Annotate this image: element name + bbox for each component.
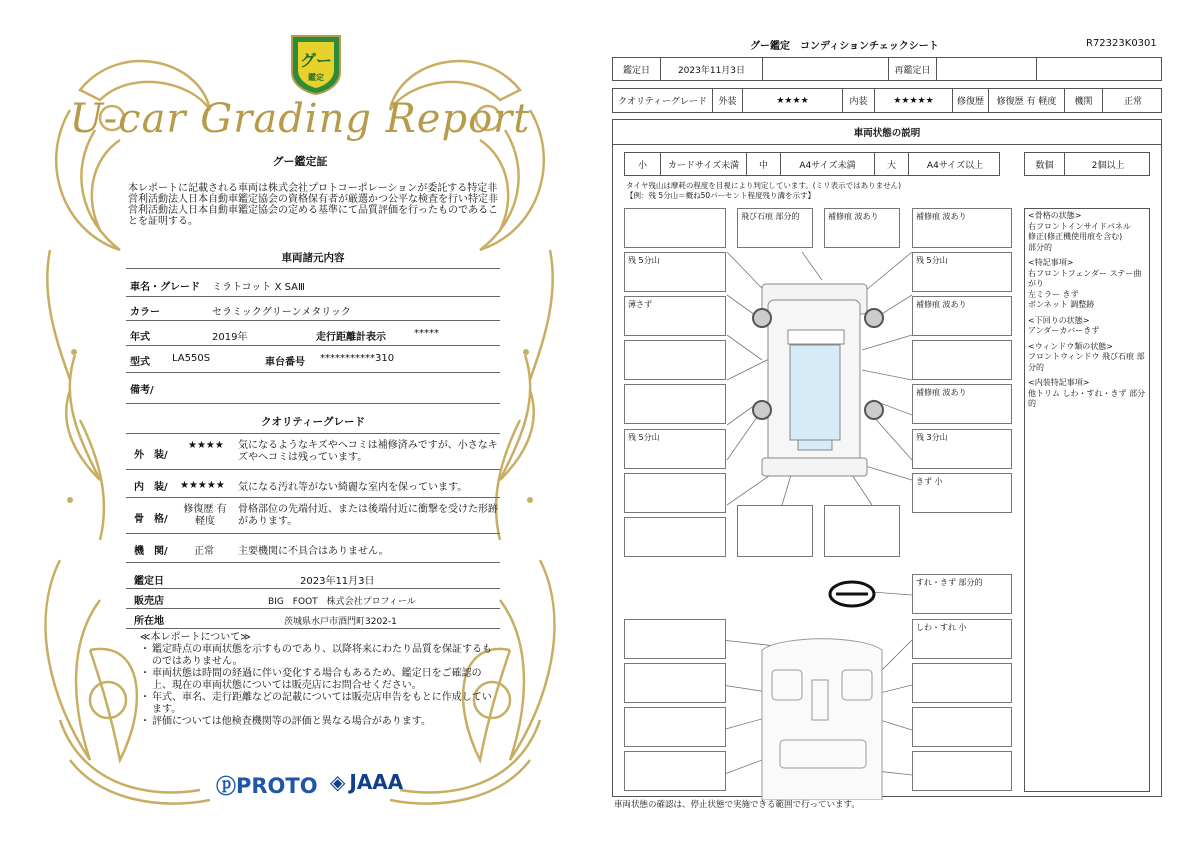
interior-desc: 気になる汚れ等がない綺麗な室内を保っています。 <box>238 482 468 493</box>
divider <box>126 320 500 321</box>
ext-value: ★★★★ <box>743 89 843 112</box>
damage-box <box>624 751 726 791</box>
exterior-label: 外 装/ <box>134 450 168 461</box>
size-large-desc: A4サイズ以上 <box>926 160 984 171</box>
damage-box <box>737 505 813 557</box>
frame-label: 骨 格/ <box>134 514 168 525</box>
address-label: 所在地 <box>134 616 164 627</box>
exterior-grade: ★★★★ <box>188 440 224 451</box>
note-line: 左ミラー きず <box>1028 289 1079 299</box>
date-label: 鑑定日 <box>613 58 661 80</box>
damage-box <box>624 517 726 557</box>
damage-box <box>624 252 726 292</box>
damage-box <box>624 340 726 380</box>
color-label: カラー <box>130 307 160 318</box>
reappraisal-label: 再鑑定日 <box>889 58 937 80</box>
exterior-desc: 気になるようなキズやヘコミは補修済みですが、小さなキズやヘコミは残っています。 <box>238 440 498 463</box>
size-small: 小 <box>625 153 661 175</box>
note-line: アンダーカバーきず <box>1028 326 1100 335</box>
int-label: 内装 <box>843 89 875 112</box>
damage-box <box>737 208 813 248</box>
divider <box>126 628 500 629</box>
frame-desc: 骨格部位の先端付近、または後端付近に衝撃を受けた形跡があります。 <box>238 504 498 527</box>
damage-box <box>624 296 726 336</box>
color-value: セラミックグリーンメタリック <box>212 307 351 318</box>
size-large: 大 <box>875 153 909 175</box>
divider <box>126 372 500 373</box>
sheet-title: グー鑑定 コンディションチェックシート <box>750 41 939 52</box>
damage-text: 補修痕 波あり <box>828 212 879 221</box>
engine-value: 正常 <box>1123 97 1142 107</box>
damage-text: しわ・すれ 小 <box>916 623 967 632</box>
damage-box <box>912 663 1012 703</box>
damage-text: 補修痕 波あり <box>916 212 967 221</box>
int-value: ★★★★★ <box>875 89 953 112</box>
damage-box <box>912 574 1012 614</box>
damage-box <box>624 707 726 747</box>
interior-label: 内 装/ <box>134 482 168 493</box>
grade-row <box>612 88 1162 113</box>
damage-text: 薄さず <box>628 300 652 309</box>
year-label: 年式 <box>130 332 150 343</box>
repair-label: 修復歴 <box>953 89 989 112</box>
size-legend <box>624 152 1000 176</box>
reappraisal-value <box>937 58 1037 80</box>
condition-title: 車両状態の説明 <box>613 120 1161 145</box>
divider <box>126 296 500 297</box>
count-label: 数個 <box>1025 153 1065 175</box>
date-row <box>612 57 1162 81</box>
damage-box <box>912 751 1012 791</box>
divider <box>126 562 500 563</box>
damage-box <box>624 619 726 659</box>
note-line: 他トリム しわ・すれ・きず 部分的 <box>1028 388 1146 408</box>
remarks-label: 備考/ <box>130 385 154 396</box>
engine-desc: 主要機関に不具合はありません。 <box>238 546 389 557</box>
divider <box>126 608 500 609</box>
name-value: ミラトコット X SAⅢ <box>212 282 305 293</box>
note-line: 部分的 <box>1028 242 1052 252</box>
certificate-title: グー鑑定証 <box>272 155 328 168</box>
date-value: 2023年11月3日 <box>661 58 763 80</box>
divider <box>126 403 500 404</box>
chassis-label: 車台番号 <box>265 357 305 368</box>
damage-box <box>912 619 1012 659</box>
grade-label: クオリティーグレード <box>613 89 713 112</box>
damage-text: すれ・きず 部分的 <box>916 578 983 587</box>
note-line: 修正(修正機使用痕を含む) <box>1028 232 1123 241</box>
tire-note: タイヤ残山は摩耗の程度を目視により判定しています。(ミリ表示ではありません) <box>626 181 902 190</box>
proto-logo: ⓟPROTO <box>216 774 318 798</box>
damage-box <box>912 296 1012 336</box>
damage-box <box>824 208 900 248</box>
sheet-code: R72323K0301 <box>1086 38 1157 49</box>
tire-example: 【例：残 5分山＝概ね50パーセント程度残り溝を示す】 <box>626 191 816 200</box>
damage-box <box>912 252 1012 292</box>
shop-label: 販売店 <box>134 596 164 607</box>
frame-grade: 修復歴 有 軽度 <box>183 504 227 527</box>
divider <box>126 533 500 534</box>
special-notes <box>1028 211 1148 410</box>
notes-title: ≪本レポートについて≫ <box>140 632 251 643</box>
count-desc: 2個以上 <box>1091 160 1125 171</box>
damage-box <box>624 663 726 703</box>
damage-text: 補修痕 波あり <box>916 300 967 309</box>
note-line: <ウィンドウ類の状態> <box>1028 341 1113 351</box>
report-notes: ≪本レポートについて≫ ・ 鑑定時点の車両状態を示すものであり、以降将来にわたり品質を保証するものではありません。 ・ 車両状態は時間の経過に伴い変化する場合もあるため、鑑定日をご確認の上、現在の車両状態については販売店にお問合せください。 ・ 年式、車名、走行距離などの記載については販売店申告をもとに作成しています。 ・ 評価については他検査機関等の評価と異なる場合があります。 <box>140 632 500 728</box>
note-line: <下回りの状態> <box>1028 315 1090 325</box>
ext-label: 外装 <box>713 89 743 112</box>
shop-value: BIG FOOT 株式会社プロフィール <box>268 597 416 607</box>
engine-grade: 正常 <box>194 546 214 557</box>
count-legend <box>1024 152 1150 176</box>
model-label: 型式 <box>130 357 150 368</box>
sheet-footer: 車両状態の確認は、停止状態で実施できる範囲で行っています。 <box>614 800 860 810</box>
damage-box <box>624 208 726 248</box>
note-line: フロントウィンドウ 飛び石痕 部分的 <box>1028 352 1145 372</box>
report-title: U-car Grading Report <box>69 96 531 142</box>
note-line: 右フロントフェンダー ステー曲がり <box>1028 268 1142 288</box>
damage-box <box>824 505 900 557</box>
divider <box>126 588 500 589</box>
divider <box>126 268 500 269</box>
chassis-value: ***********310 <box>320 353 395 364</box>
damage-box <box>624 429 726 469</box>
address-value: 茨城県水戸市酒門町3202-1 <box>284 617 397 627</box>
note-line: <内装特記事項> <box>1028 378 1090 387</box>
size-mid-desc: A4サイズ未満 <box>781 153 875 175</box>
appraisal-date-label: 鑑定日 <box>134 576 164 587</box>
damage-box <box>912 340 1012 380</box>
condition-check-sheet <box>600 0 1200 848</box>
divider <box>126 433 500 434</box>
damage-text: 残 5分山 <box>628 433 660 442</box>
interior-grade: ★★★★★ <box>180 480 225 491</box>
note-line: 右フロントインサイドパネル <box>1028 221 1131 231</box>
note-item: 鑑定時点の車両状態を示すものであり、以降将来にわたり品質を保証するものではありません。 <box>152 644 492 667</box>
goo-kantei-badge <box>288 32 344 96</box>
size-mid: 中 <box>747 153 781 175</box>
model-value: LA550S <box>172 353 211 364</box>
year-value: 2019年 <box>212 332 248 343</box>
damage-box <box>912 707 1012 747</box>
mileage-value: ***** <box>414 328 439 339</box>
note-item: 年式、車名、走行距離などの記載については販売店申告をもとに作成しています。 <box>152 692 492 715</box>
damage-text: 残 5分山 <box>628 256 660 265</box>
engine-label: 機関 <box>1065 89 1103 112</box>
engine-label: 機 関/ <box>134 546 168 557</box>
note-line: <骨格の状態> <box>1028 211 1082 220</box>
divider <box>126 497 500 498</box>
special-notes-box <box>1024 208 1150 792</box>
damage-box <box>912 473 1012 513</box>
damage-box <box>624 384 726 424</box>
damage-text: 補修痕 波あり <box>916 388 967 397</box>
svg-text:鑑定: 鑑定 <box>308 73 324 82</box>
divider <box>126 469 500 470</box>
note-line: ボンネット 調整跡 <box>1028 300 1095 309</box>
note-item: 車両状態は時間の経過に伴い変化する場合もあるため、鑑定日をご確認の上、現在の車両状態については販売店にお問合せください。 <box>152 668 482 691</box>
svg-text:グー: グー <box>299 51 333 70</box>
proto-logo-text: PROTO <box>236 774 318 798</box>
divider <box>126 345 500 346</box>
damage-box <box>912 208 1012 248</box>
damage-text: 残 3分山 <box>916 433 948 442</box>
note-item: 評価については他検査機関等の評価と異なる場合があります。 <box>152 716 431 727</box>
size-small-desc: カードサイズ未満 <box>661 153 747 175</box>
damage-box <box>912 384 1012 424</box>
certificate-intro: 本レポートに記載される車両は株式会社プロトコーポレーションが委託する特定非営利活動法人日本自動車鑑定協会の資格保有者が厳選かつ公平な検査を行い特定非営利活動法人日本自動車鑑定協会の定める基準にて品質評価を行ったものであることを証明する。 <box>128 183 498 227</box>
name-label: 車名・グレード <box>130 282 200 293</box>
damage-text: 飛び石痕 部分的 <box>741 212 800 221</box>
appraisal-date-value: 2023年11月3日 <box>300 576 375 587</box>
jaaa-logo-text: JAAA <box>349 770 404 794</box>
empty-cell <box>763 58 889 80</box>
mileage-label: 走行距離計表示 <box>316 332 386 343</box>
damage-text: 残 5分山 <box>916 256 948 265</box>
note-line: <特記事項> <box>1028 258 1074 267</box>
jaaa-logo: ◈ JAAA <box>330 770 404 794</box>
quality-section-title: クオリティーグレード <box>261 416 365 428</box>
damage-text: きず 小 <box>916 477 943 486</box>
spec-section-title: 車両諸元内容 <box>281 252 345 264</box>
repair-value: 修復歴 有 軽度 <box>989 89 1065 112</box>
damage-box <box>624 473 726 513</box>
damage-box <box>912 429 1012 469</box>
